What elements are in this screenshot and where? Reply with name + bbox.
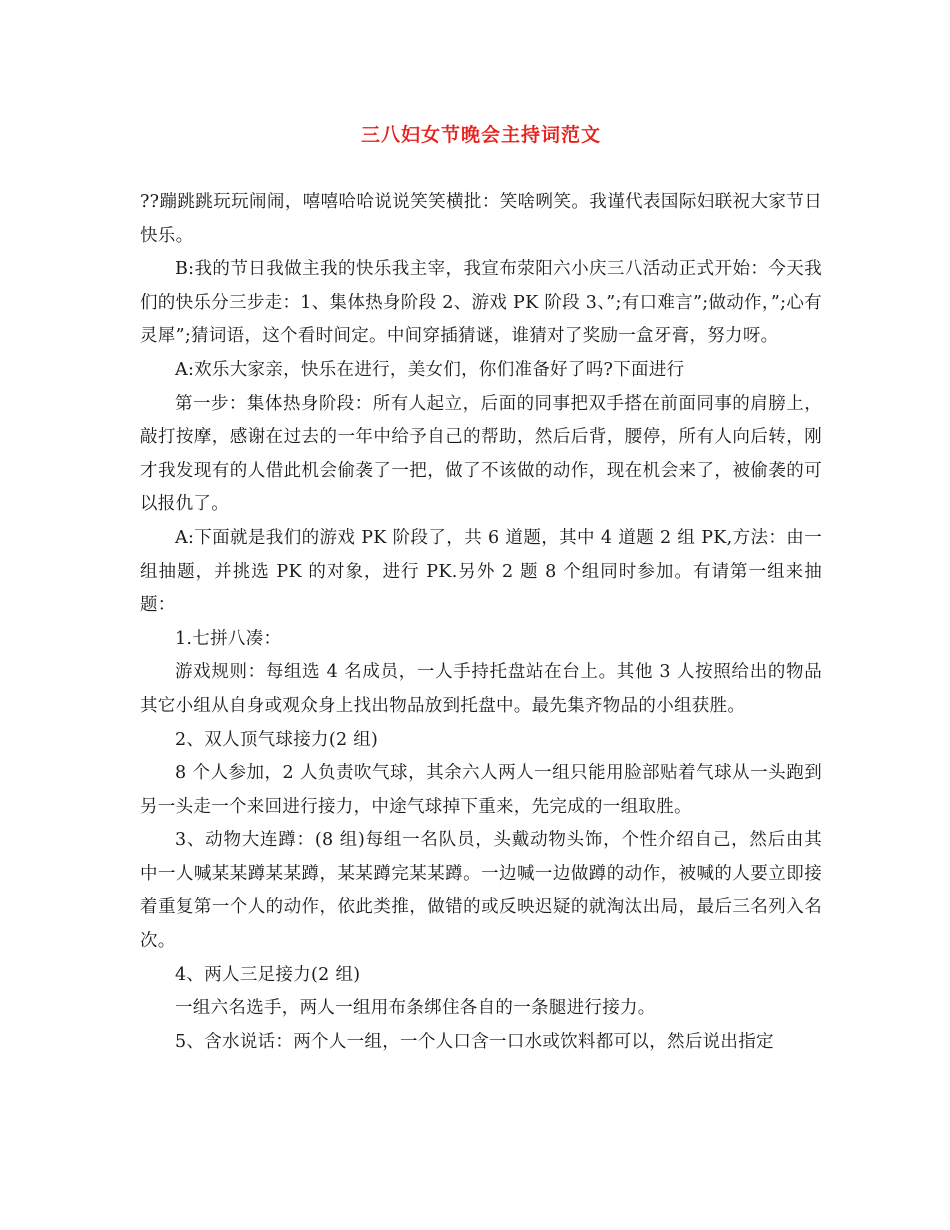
body-paragraph: A:下面就是我们的游戏 PK 阶段了，共 6 道题，其中 4 道题 2 组 PK,方法：由一组抽题，并挑选 PK 的对象，进行 PK.另外 2 题 8 个组同时参加。有请第一组来抽题： bbox=[140, 527, 822, 616]
body-paragraph: A:欢乐大家亲，快乐在进行，美女们，你们准备好了吗?下面进行 bbox=[175, 359, 685, 380]
body-paragraph: 5、含水说话：两个人一组，一个人口含一口水或饮料都可以，然后说出指定 bbox=[175, 1031, 774, 1052]
body-paragraph: 1.七拼八凑： bbox=[175, 628, 282, 649]
body-paragraph: B:我的节日我做主我的快乐我主宰，我宣布荥阳六小庆三八活动正式开始：今天我们的快乐分三步走：1、集体热身阶段 2、游戏 PK 阶段 3、”;有口难言”;做动作，”;心有灵犀”;猜词语，这个看时间定。中间穿插猜谜，谁猜对了奖励一盒牙膏，努力呀。 bbox=[140, 259, 822, 347]
body-paragraph: 3、动物大连蹲：(8 组)每组一名队员，头戴动物头饰，个性介绍自己，然后由其中一人喊某某蹲某某蹲，某某蹲完某某蹲。一边喊一边做蹲的动作，被喊的人要立即接着重复第一个人的动作，依此类推，做错的或反映迟疑的就淘汰出局，最后三名列入名次。 bbox=[140, 830, 822, 952]
body-paragraph: 2、双人顶气球接力(2 组) bbox=[175, 729, 379, 750]
body-paragraph: 游戏规则：每组选 4 名成员，一人手持托盘站在台上。其他 3 人按照给出的物品其它小组从自身或观众身上找出物品放到托盘中。最先集齐物品的小组获胜。 bbox=[140, 662, 822, 716]
body-paragraph: 4、两人三足接力(2 组) bbox=[175, 964, 361, 985]
body-paragraph: 第一步：集体热身阶段：所有人起立，后面的同事把双手搭在前面同事的肩膀上，敲打按摩，感谢在过去的一年中给予自己的帮助，然后后背，腰停，所有人向后转，刚才我发现有的人借此机会偷袭了一把，做了不该做的动作，现在机会来了，被偷袭的可以报仇了。 bbox=[140, 393, 822, 515]
body-paragraph: ??蹦跳跳玩玩闹闹，嘻嘻哈哈说说笑笑横批：笑啥咧笑。我谨代表国际妇联祝大家节日快乐。 bbox=[140, 192, 822, 246]
body-paragraph: 一组六名选手，两人一组用布条绑住各自的一条腿进行接力。 bbox=[175, 998, 656, 1019]
document-title: 三八妇女节晚会主持词范文 bbox=[360, 124, 601, 146]
body-paragraph: 8 个人参加，2 人负责吹气球，其余六人两人一组只能用脸部贴着气球从一头跑到另一头走一个来回进行接力，中途气球掉下重来，先完成的一组取胜。 bbox=[140, 763, 822, 817]
document-body bbox=[140, 186, 822, 1059]
